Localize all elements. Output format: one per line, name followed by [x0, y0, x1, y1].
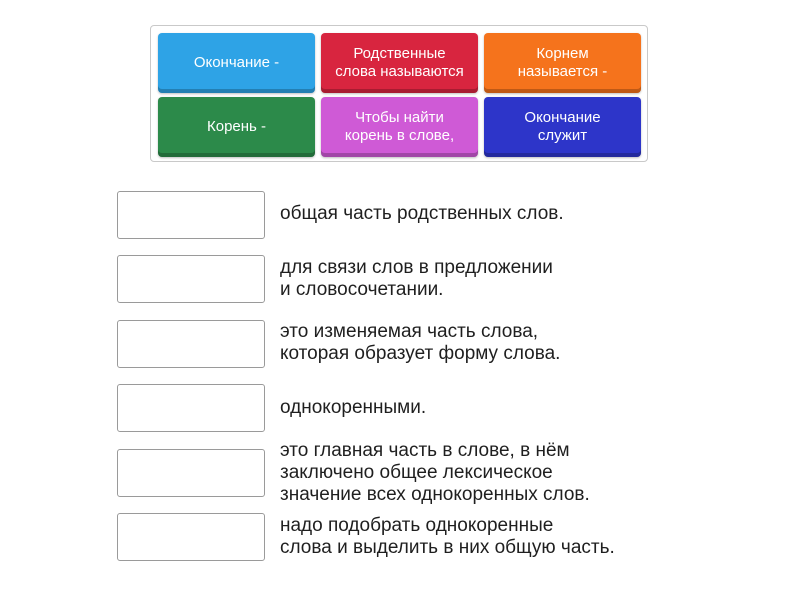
drop-box-3[interactable]	[117, 320, 265, 368]
tile-okonchanie[interactable]	[158, 33, 315, 93]
tile-kornem-nazyvaetsya[interactable]	[484, 33, 641, 93]
definition-3: это изменяемая часть слова, которая образует форму слова.	[280, 321, 561, 364]
drop-box-5[interactable]	[117, 449, 265, 497]
tile-bank	[150, 25, 648, 162]
tile-label: Корнем называется -	[517, 45, 608, 80]
definition-4: однокоренными.	[280, 397, 427, 418]
tile-label: Родственные слова называются	[335, 45, 464, 80]
tile-label: Чтобы найти корень в слове,	[344, 109, 455, 144]
drop-box-1[interactable]	[117, 191, 265, 239]
tile-okonchanie-sluzhit[interactable]	[484, 97, 641, 157]
tile-label: Корень -	[206, 118, 267, 135]
tile-rodstvennye-slova[interactable]	[321, 33, 478, 93]
drop-box-6[interactable]	[117, 513, 265, 561]
tile-label: Окончание -	[193, 54, 280, 71]
definition-6: надо подобрать однокоренные слова и выделить в них общую часть.	[280, 515, 615, 558]
definition-2: для связи слов в предложении и словосочетании.	[280, 257, 553, 300]
definition-1: общая часть родственных слов.	[280, 203, 564, 224]
tile-chtoby-nayti-koren[interactable]	[321, 97, 478, 157]
tile-label: Окончание служит	[524, 109, 601, 144]
tile-koren[interactable]	[158, 97, 315, 157]
definition-5: это главная часть в слове, в нём заключено общее лексическое значение всех однокоренных слов.	[280, 440, 590, 505]
drop-box-2[interactable]	[117, 255, 265, 303]
drop-box-4[interactable]	[117, 384, 265, 432]
